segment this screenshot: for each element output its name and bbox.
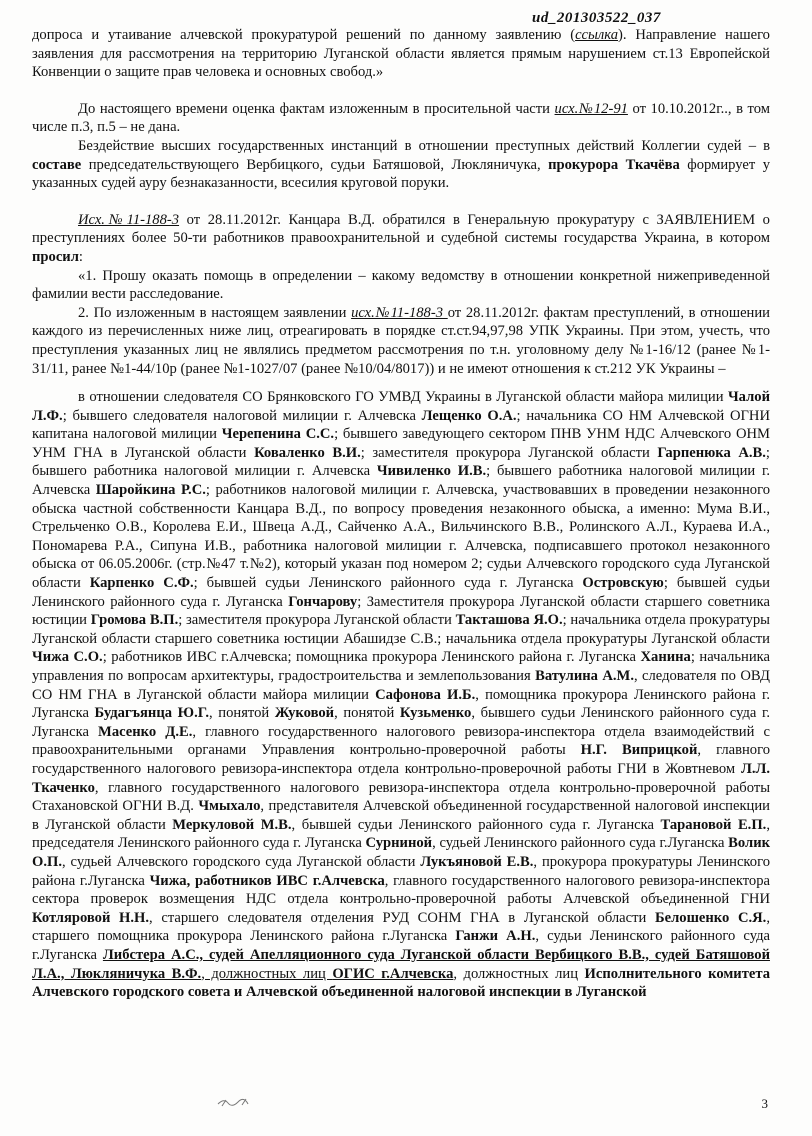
person-name: Будагъянца Ю.Г. xyxy=(94,705,210,722)
text: , помощника прокурора Ленинского района г. Луганска xyxy=(32,686,771,722)
text: , понятой xyxy=(334,705,400,722)
person-name: Коваленко В.И. xyxy=(254,444,361,461)
text: , председателя Ленинского районного суда г. Луганска xyxy=(32,816,770,852)
text: ; заместителя прокурора Луганской области xyxy=(360,444,658,461)
text: ; заместителя прокурора Луганской области xyxy=(178,612,456,629)
person-name: Чижа С.О. xyxy=(32,649,103,666)
text: от 28.11.2012г. Канцара В.Д. обратился в Генеральную прокуратуру с ЗАЯВЛЕНИЕМ о преступлениях более 50-ти работников правоохранительной и судебной системы государства Украина, в котором xyxy=(32,211,770,247)
person-name: Чмыхало xyxy=(198,798,261,815)
person-name: Белошенко С.Я. xyxy=(654,909,767,926)
scribble-mark xyxy=(216,1096,256,1108)
paragraph-6 xyxy=(32,304,770,378)
person-name: Карпенко С.Ф. xyxy=(89,575,194,592)
text: , главного государственного налогового ревизора-инспектора отдела контрольно-проверочной работы Стахановской ОГНИ В.Д. xyxy=(32,779,770,815)
person-name: Гончарову xyxy=(288,593,358,610)
paragraph-2 xyxy=(32,100,770,137)
text: , старшего следователя отделения РУД СОНМ ГНА в Луганской области xyxy=(149,909,655,926)
person-name: Ганжи А.Н. xyxy=(455,928,536,945)
text: ; бывшего заведующего сектором ПНВ УНМ НДС Алчевского ОНМ УНМ ГНА в Луганской области xyxy=(32,426,771,461)
text: , судьей Алчевского городского суда Луганской области xyxy=(62,853,421,870)
text: , главного государственного налогового ревизора-инспектора отдела взаимодействий с правоохранительными органами Управления контрольно-проверочной работы xyxy=(32,723,770,759)
text: , должностных лиц xyxy=(453,965,585,982)
person-name: Жуковой xyxy=(274,705,335,722)
person-name: Сафонова И.Б. xyxy=(375,686,476,703)
bold-text: просил xyxy=(32,248,79,265)
text: , представителя Алчевской объединенной государственной налоговой инспекции в Луганской области xyxy=(32,798,770,833)
person-name: Громова В.П. xyxy=(90,612,179,629)
text: от 10.10.2012г.., в том числе п.3, п.5 – не дана. xyxy=(32,100,770,136)
person-name: Островскую xyxy=(582,575,664,592)
text: ; начальника управления по вопросам архитектуры, градостроительства и землепользования xyxy=(32,649,770,684)
text: , судьи Ленинского районного суда г.Луганска xyxy=(32,928,770,963)
text: : xyxy=(78,248,83,265)
text: 2. По изложенным в настоящем заявлении xyxy=(78,304,352,321)
text: , прокурора прокуратуры Ленинского района г.Луганска xyxy=(32,853,770,889)
text: До настоящего времени оценка фактам изложенным в просительной части xyxy=(78,100,555,117)
paragraph-7-persons-list xyxy=(32,388,770,1002)
page-number: 3 xyxy=(761,1096,768,1111)
person-name: Черепенина С.С. xyxy=(221,426,335,443)
bold-text: составе xyxy=(32,156,82,173)
text: председательствующего Вербицкого, судьи Батяшовой, Люкляничука, xyxy=(81,156,549,173)
person-name: Лещенко О.А. xyxy=(421,407,517,424)
person-name: Н.Г. Виприцкой xyxy=(580,742,698,759)
text: , понятой xyxy=(209,705,275,722)
text: ; Заместителя прокурора Луганской области старшего советника юстиции xyxy=(32,593,770,629)
person-name: Чивиленко И.В. xyxy=(376,463,487,480)
person-name-underlined: Либстера А.С., судей Апелляционного суда Луганской области Вербицкого В.В., судей Батяшовой Л.А., Люкляничука В.Ф. xyxy=(32,946,770,982)
person-name: Ватулина А.М. xyxy=(535,668,634,684)
text: ; бывшего работника налоговой милиции г. Алчевска xyxy=(32,444,770,480)
text: , бывшего судьи Ленинского районного суда г. Луганска xyxy=(32,705,770,740)
person-name: Кузьменко xyxy=(399,705,472,722)
underlined-text: , должностных лиц xyxy=(201,965,333,982)
person-name: Исполнительного комитета Алчевского городского совета и Алчевской объединенной налоговой инспекции в Луганской xyxy=(32,965,771,1001)
paragraph-5: «1. Прошу оказать помощь в определении – какому ведомству в отношении конкретной нижеприведенной фамилии вести расследование. xyxy=(32,267,770,303)
text: в отношении следователя СО Брянковского ГО УМВД Украины в Луганской области майора милиции xyxy=(78,389,728,406)
text: , бывшей судьи Ленинского районного суда г. Луганска xyxy=(291,816,661,833)
source-link[interactable]: ссылка xyxy=(575,27,619,43)
paragraph-4 xyxy=(32,211,770,267)
person-name: Волик О.П. xyxy=(32,835,771,870)
person-name: Чалой Л.Ф. xyxy=(32,389,770,424)
text: , судьей Ленинского районного суда г.Луганска xyxy=(432,835,729,852)
person-name: Тарановой Е.П. xyxy=(660,816,767,833)
text: ; начальника отдела прокуратуры Луганской области старшего советника юстиции Абашидзе С.В.; начальника отдела прокуратуры Луганской области xyxy=(32,612,770,647)
text: ; работников ИВС г.Алчевска; помощника прокурора Ленинского района г. Луганска xyxy=(102,649,641,666)
person-name: Сурниной xyxy=(365,835,433,852)
text: , главного государственного налогового ревизора-инспектора сектора проверок возмещения НДС отдела контрольно-проверочной работы Алчевской объединенной ГНИ xyxy=(32,872,770,908)
text: ). Направление нашего заявления для рассмотрения на территорию Луганской области является прямым нарушением ст.13 Европейской Конвенции о защите прав человека и основных свобод.» xyxy=(32,27,770,81)
person-name: Меркуловой М.В. xyxy=(172,816,292,833)
person-name-underlined: ОГИС г.Алчевска xyxy=(332,965,454,982)
bold-text: прокурора Ткачёва xyxy=(548,156,680,173)
person-name: Гарпенюка А.В. xyxy=(657,444,766,461)
document-stamp: ud_201303522_037 xyxy=(532,10,661,26)
text: ; бывшей судьи Ленинского районного суда г. Луганска xyxy=(32,575,770,610)
document-body xyxy=(32,26,770,1002)
text: от 28.11.2012г. фактам преступлений, в отношении каждого из перечисленных ниже лиц, отреагировать в порядке ст.ст.94,97,98 УПК Украины. При этом, учесть, что преступления указанных лиц не являлись предметом рассмотрения по т.н. уголовному делу №1-16/12 (ранее №1-31/11, ранее №1-44/10р (ранее №1-1027/07 (ранее №10/04/8017)) и не имеют отношения к ст.212 УК Украины – xyxy=(32,304,770,377)
paragraph-3 xyxy=(32,137,770,193)
text: допроса и утаивание алчевской прокуратурой решений по данному заявлению ( xyxy=(32,27,576,43)
person-name: Шаройкина Р.С. xyxy=(95,482,206,499)
person-name: Ханина xyxy=(640,649,691,666)
outgoing-reference: Исх.№11-188-3 xyxy=(78,211,180,228)
text: , главного государственного налогового ревизора-инспектора отдела контрольно-проверочной работы ГНИ в Жовтневом xyxy=(32,742,771,777)
text: ; начальника СО НМ Алчевской ОГНИ капитана налоговой милиции xyxy=(32,407,770,443)
paragraph-1 xyxy=(32,26,770,82)
text: ; бывшего работника налоговой милиции г. Алчевска xyxy=(32,463,770,499)
text: , следователя по ОВД СО НМ ГНА в Луганской области майора милиции xyxy=(32,668,771,703)
person-name: Масенко Д.Е. xyxy=(98,723,193,740)
person-name: Чижа, работников ИВС г.Алчевска xyxy=(149,872,385,889)
person-name: Лукъяновой Е.В. xyxy=(420,853,534,870)
text: формирует у указанных судей ауру безнаказанности, всесилия круговой поруки. xyxy=(32,156,770,192)
outgoing-reference: исх.№11-188-3 xyxy=(351,304,448,321)
person-name: Котляровой Н.Н. xyxy=(32,909,150,926)
person-name: Л.Л. Ткаченко xyxy=(32,760,770,796)
text: ; бывшего следователя налоговой милиции г. Алчевска xyxy=(62,407,422,424)
text: , старшего помощника прокурора Ленинского района г.Луганска xyxy=(32,909,770,945)
text: ; работников налоговой милиции г. Алчевска, участвовавших в проведении незаконного обыска частной собственности Канцара В.Д., по вопросу проведения незаконного обыска, а именно: Мума В.И., Стрельченко О.В., Королева Е.И., Швеца А.Д., Сайченко А.А., Вильчинского В.В., Ролинского А.Л., Кураева И.А., Пономарева Р.А., Сипуна И.В., работника налоговой милиции г. Алчевска, подписавшего протокол незаконного обыска от 06.05.2006г. (стр.№47 т.№2), который указан под номером 2; судьи Алчевского городского суда Луганской области xyxy=(32,482,770,592)
outgoing-reference: исх.№12-91 xyxy=(554,100,628,117)
text: ; бывшей судьи Ленинского районного суда г. Луганска xyxy=(193,575,583,592)
person-name: Такташова Я.О. xyxy=(455,612,563,629)
text: Бездействие высших государственных инстанций в отношении преступных действий Коллегии судей – в xyxy=(78,137,770,154)
